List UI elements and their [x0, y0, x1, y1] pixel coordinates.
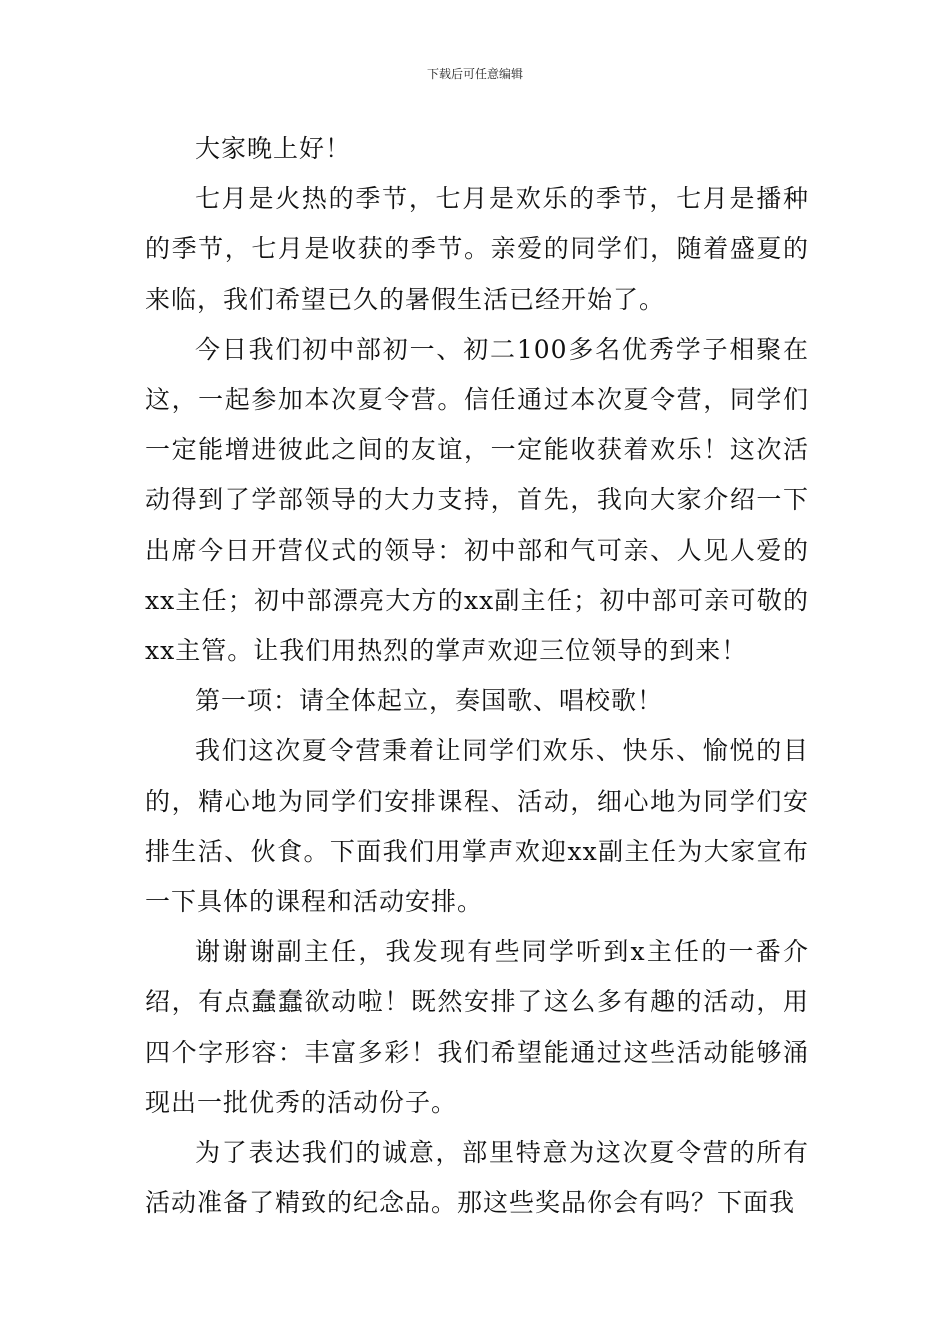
document-body — [145, 124, 809, 1228]
paragraph-anthem: 第一项：请全体起立，奏国歌、唱校歌！ — [195, 686, 664, 716]
header-note: 下载后可任意编辑 — [426, 67, 523, 81]
paragraph-greeting: 大家晚上好！ — [195, 134, 352, 163]
paragraph-activities: 谢谢谢副主任，我发现有些同学听到x主任的一番介绍，有点蠢蠢欲动啦！既然安排了这么多有趣的活动，用四个字形容：丰富多彩！我们希望能通过这些活动能够涌现出一批优秀的活动份子。 — [145, 937, 809, 1117]
paragraph-leaders-intro: 今日我们初中部初一、初二100多名优秀学子相聚在这，一起参加本次夏令营。信任通过本次夏令营，同学们一定能增进彼此之间的友谊，一定能收获着欢乐！这次活动得到了学部领导的大力支持，首先，我向大家介绍一下出席今日开营仪式的领导：初中部和气可亲、人见人爱的xx主任；初中部漂亮大方的xx副主任；初中部可亲可敬的xx主管。让我们用热烈的掌声欢迎三位领导的到来！ — [145, 334, 809, 666]
paragraph-july: 七月是火热的季节，七月是欢乐的季节，七月是播种的季节，七月是收获的季节。亲爱的同学们，随着盛夏的来临，我们希望已久的暑假生活已经开始了。 — [145, 184, 809, 314]
paragraph-schedule: 我们这次夏令营秉着让同学们欢乐、快乐、愉悦的目的，精心地为同学们安排课程、活动，细心地为同学们安排生活、伙食。下面我们用掌声欢迎xx副主任为大家宣布一下具体的课程和活动安排。 — [145, 736, 809, 917]
paragraph-souvenirs: 为了表达我们的诚意，部里特意为这次夏令营的所有活动准备了精致的纪念品。那这些奖品你会有吗？下面我 — [145, 1138, 809, 1218]
